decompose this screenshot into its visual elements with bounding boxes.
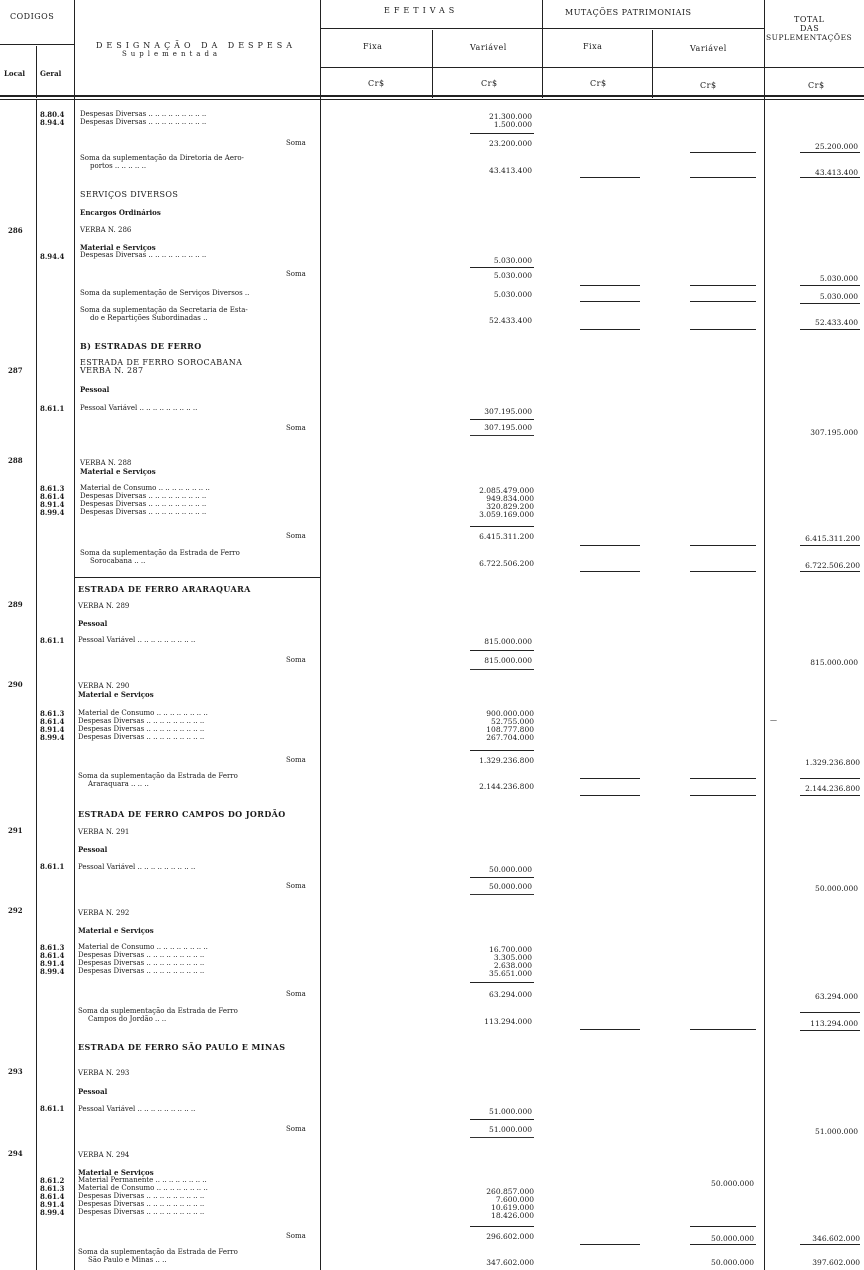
header-geral: Geral [40, 69, 62, 78]
value: 10.619.000 [491, 1203, 534, 1212]
rule [580, 301, 640, 302]
value: 7.600.000 [495, 1195, 534, 1204]
rule [800, 545, 860, 546]
rule [470, 526, 534, 527]
item-desc: Pessoal Variável .. .. .. .. .. .. .. .. .. [78, 636, 196, 644]
rule [0, 99, 864, 100]
code-geral: 8.99.4 [40, 733, 65, 742]
soma-desc: Soma da suplementação da Estrada de Ferro [78, 772, 238, 780]
currency-5: Cr$ [808, 81, 825, 90]
soma-label: Soma [286, 139, 306, 147]
rule [0, 44, 74, 45]
rule [800, 1030, 860, 1031]
rule [690, 329, 756, 330]
value: 43.413.400 [489, 166, 532, 175]
value: 1.500.000 [493, 120, 532, 129]
rule [690, 152, 756, 153]
code-geral: 8.61.2 [40, 1176, 65, 1185]
subsection-title: Encargos Ordinários [80, 208, 161, 217]
rule [764, 0, 765, 1270]
rule [690, 1029, 756, 1030]
item-desc: Despesas Diversas .. .. .. .. .. .. .. .. .. [80, 110, 207, 118]
total-value: 52.433.400 [815, 318, 858, 327]
value: 3.305.000 [493, 953, 532, 962]
rule [470, 435, 534, 436]
code-geral: 8.94.4 [40, 118, 65, 127]
rule [74, 0, 75, 1270]
rule [470, 750, 534, 751]
rule [800, 571, 860, 572]
value: 50.000.000 [489, 865, 532, 874]
rule [800, 152, 860, 153]
rule [470, 133, 534, 134]
header-mutacoes: MUTAÇÕES PATRIMONIAIS [565, 8, 692, 17]
rule [320, 0, 321, 1270]
section-title: ESTRADA DE FERRO ARARAQUARA [78, 584, 251, 594]
subsection-title: Pessoal [78, 619, 108, 628]
currency-4: Cr$ [700, 81, 717, 90]
total-value: 50.000.000 [815, 884, 858, 893]
code-local: 292 [8, 906, 23, 915]
total-value: 397.602.000 [812, 1258, 860, 1267]
soma-label: Soma [286, 756, 306, 764]
code-geral: 8.61.1 [40, 862, 65, 871]
rule [36, 46, 37, 98]
item-desc: Pessoal Variável .. .. .. .. .. .. .. .. .. [80, 404, 198, 412]
rule [580, 285, 640, 286]
item-desc: Despesas Diversas .. .. .. .. .. .. .. .. .. [78, 717, 205, 725]
rule [470, 877, 534, 878]
rule [432, 30, 433, 98]
soma-desc: portos .. .. .. .. .. [90, 162, 147, 170]
value: 18.426.000 [491, 1211, 534, 1220]
rule [580, 1244, 640, 1245]
value: 6.722.506.200 [479, 559, 534, 568]
code-geral: 8.61.1 [40, 636, 65, 645]
verba-title: VERBA N. 288 [80, 459, 132, 467]
item-desc: Despesas Diversas .. .. .. .. .. .. .. .. .. [78, 1200, 205, 1208]
total-value: 43.413.400 [815, 168, 858, 177]
rule [690, 177, 756, 178]
soma-value: 307.195.000 [484, 423, 532, 432]
code-local: 290 [8, 680, 23, 689]
value: 307.195.000 [484, 407, 532, 416]
soma-value: 1.329.236.800 [479, 756, 534, 765]
currency-1: Cr$ [368, 79, 385, 88]
soma-value: 51.000.000 [489, 1125, 532, 1134]
rule [580, 795, 640, 796]
rule [690, 1226, 756, 1227]
rule [580, 571, 640, 572]
value: 815.000.000 [484, 637, 532, 646]
section-title: ESTRADA DE FERRO SÃO PAULO E MINAS [78, 1042, 286, 1052]
rule [470, 267, 534, 268]
rule [690, 285, 756, 286]
soma-value: 296.602.000 [486, 1232, 534, 1241]
section-title: ESTRADA DE FERRO CAMPOS DO JORDÃO [78, 809, 286, 819]
soma-label: Soma [286, 424, 306, 432]
code-local: 289 [8, 600, 23, 609]
item-desc: Despesas Diversas .. .. .. .. .. .. .. .. .. [78, 959, 205, 967]
item-desc: Despesas Diversas .. .. .. .. .. .. .. .. .. [78, 725, 205, 733]
code-local: 294 [8, 1149, 23, 1158]
soma-label: Soma [286, 270, 306, 278]
currency-3: Cr$ [590, 79, 607, 88]
item-desc: Pessoal Variável .. .. .. .. .. .. .. .. .. [78, 863, 196, 871]
header-fixa-mutacoes: Fixa [583, 42, 603, 51]
rule [470, 650, 534, 651]
value: 5.030.000 [493, 290, 532, 299]
rule [320, 67, 864, 68]
verba-title: VERBA N. 294 [78, 1151, 130, 1159]
item-desc: Material Permanente .. .. .. .. .. .. .. .. [78, 1176, 207, 1184]
code-geral: 8.61.3 [40, 1184, 65, 1193]
rule [470, 1226, 534, 1227]
verba-title: VERBA N. 291 [78, 828, 130, 836]
soma-value: 5.030.000 [493, 271, 532, 280]
code-local: 287 [8, 366, 23, 375]
rule [74, 577, 320, 578]
section-title: ESTRADA DE FERRO SOROCABANA [80, 358, 243, 367]
soma-label: Soma [286, 532, 306, 540]
item-desc: Material de Consumo .. .. .. .. .. .. .. .. [78, 943, 208, 951]
value: 21.300.000 [489, 112, 532, 121]
value: 5.030.000 [493, 256, 532, 265]
soma-label: Soma [286, 656, 306, 664]
rule [800, 778, 860, 779]
item-desc: Despesas Diversas .. .. .. .. .. .. .. .. .. [80, 251, 207, 259]
value: 320.829.200 [486, 502, 534, 511]
rule [800, 329, 860, 330]
header-designacao: DESIGNAÇÃO DA DESPESA [96, 41, 297, 50]
verba-title: VERBA N. 290 [78, 682, 130, 690]
soma-desc: Soma da suplementação da Estrada de Ferro [78, 1248, 238, 1256]
rule [800, 285, 860, 286]
subsection-title: Material e Serviços [80, 467, 156, 476]
total-value: 307.195.000 [810, 428, 858, 437]
value: 51.000.000 [489, 1107, 532, 1116]
value: 2.144.236.800 [479, 782, 534, 791]
item-desc: Despesas Diversas .. .. .. .. .. .. .. .. .. [80, 492, 207, 500]
subsection-title: Pessoal [78, 845, 108, 854]
soma-label: Soma [286, 1232, 306, 1240]
rule [470, 982, 534, 983]
verba-title: VERBA N. 292 [78, 909, 130, 917]
rule [652, 30, 653, 98]
value: 900.000.000 [486, 709, 534, 718]
item-desc: Despesas Diversas .. .. .. .. .. .. .. .. .. [78, 1208, 205, 1216]
rule [690, 545, 756, 546]
code-local: 293 [8, 1067, 23, 1076]
section-title: B) ESTRADAS DE FERRO [80, 341, 202, 351]
code-local: 291 [8, 826, 23, 835]
total-value: 113.294.000 [810, 1019, 858, 1028]
total-value: 25.200.000 [815, 142, 858, 151]
rule [580, 177, 640, 178]
rule [470, 1137, 534, 1138]
total-value: 63.294.000 [815, 992, 858, 1001]
soma-desc: Soma da suplementação da Secretaria de Esta- [80, 306, 248, 314]
header-variavel-mutacoes: Variável [690, 44, 727, 53]
item-desc: Despesas Diversas .. .. .. .. .. .. .. .. .. [80, 118, 207, 126]
subsection-title: Material e Serviços [78, 926, 154, 935]
total-value: 6.415.311.200 [805, 534, 860, 543]
verba-title: VERBA N. 289 [78, 602, 130, 610]
rule [690, 1244, 756, 1245]
rule [800, 303, 860, 304]
soma-desc: Araraquara .. .. .. [88, 780, 149, 788]
rule [470, 894, 534, 895]
code-geral: 8.61.4 [40, 492, 65, 501]
currency-2: Cr$ [481, 79, 498, 88]
header-codigos: CODIGOS [10, 12, 55, 21]
soma-value: 63.294.000 [489, 990, 532, 999]
rule [800, 1244, 860, 1245]
value: 267.704.000 [486, 733, 534, 742]
rule [36, 100, 37, 1270]
code-geral: 8.91.4 [40, 1200, 65, 1209]
total-value: 815.000.000 [810, 658, 858, 667]
rule [580, 778, 640, 779]
code-geral: 8.61.1 [40, 1104, 65, 1113]
code-local: 286 [8, 226, 23, 235]
soma-desc: do e Repartições Subordinadas .. [90, 314, 208, 322]
total-value: 51.000.000 [815, 1127, 858, 1136]
rule [542, 0, 543, 98]
code-geral: 8.91.4 [40, 959, 65, 968]
item-desc: Despesas Diversas .. .. .. .. .. .. .. .. .. [78, 951, 205, 959]
item-desc: Despesas Diversas .. .. .. .. .. .. .. .. .. [80, 500, 207, 508]
soma-desc: Sorocabana .. .. [90, 557, 146, 565]
rule [690, 795, 756, 796]
subsection-title: Pessoal [78, 1087, 108, 1096]
code-geral: 8.91.4 [40, 725, 65, 734]
total-value: 5.030.000 [819, 292, 858, 301]
total-value: 5.030.000 [819, 274, 858, 283]
total-value: 346.602.000 [812, 1234, 860, 1243]
code-geral: 8.99.4 [40, 967, 65, 976]
soma-desc: Soma da suplementação da Diretoria de Aero- [80, 154, 244, 162]
rule [580, 545, 640, 546]
item-desc: Despesas Diversas .. .. .. .. .. .. .. .. .. [80, 508, 207, 516]
value: 52.433.400 [489, 316, 532, 325]
rule [580, 329, 640, 330]
soma-desc: Soma da suplementação da Estrada de Ferro [78, 1007, 238, 1015]
header-variavel-efetivas: Variável [470, 43, 507, 52]
section-title: SERVIÇOS DIVERSOS [80, 190, 179, 199]
item-desc: Material de Consumo .. .. .. .. .. .. .. .. [78, 1184, 208, 1192]
code-geral: 8.61.4 [40, 717, 65, 726]
rule [470, 419, 534, 420]
header-das: DAS [800, 24, 820, 33]
verba-title: VERBA N. 287 [80, 366, 144, 375]
item-desc: Despesas Diversas .. .. .. .. .. .. .. .. .. [78, 1192, 205, 1200]
header-efetivas: EFETIVAS [384, 6, 459, 15]
header-suplementacoes: SUPLEMENTAÇÕES [766, 33, 853, 42]
code-geral: 8.61.4 [40, 951, 65, 960]
header-fixa-efetivas: Fixa [363, 42, 383, 51]
total-value: 1.329.236.800 [805, 758, 860, 767]
value: 347.602.000 [486, 1258, 534, 1267]
code-geral: 8.91.4 [40, 500, 65, 509]
code-geral: 8.94.4 [40, 252, 65, 261]
soma-desc: Soma da suplementação da Estrada de Ferro [80, 549, 240, 557]
value: 2.085.479.000 [479, 486, 534, 495]
verba-title: VERBA N. 293 [78, 1069, 130, 1077]
code-geral: 8.61.3 [40, 709, 65, 718]
soma-label: Soma [286, 882, 306, 890]
rule [690, 301, 756, 302]
soma-value: 815.000.000 [484, 656, 532, 665]
rule [470, 1119, 534, 1120]
code-geral: 8.61.4 [40, 1192, 65, 1201]
code-geral: 8.99.4 [40, 1208, 65, 1217]
rule [800, 1012, 860, 1013]
item-desc: Despesas Diversas .. .. .. .. .. .. .. .. .. [78, 733, 205, 741]
mutacao-value: 50.000.000 [711, 1179, 754, 1188]
soma-desc: Campos do Jordão .. .. [88, 1015, 167, 1023]
soma-label: Soma [286, 990, 306, 998]
subsection-title: Material e Serviços [80, 243, 156, 252]
header-local: Local [4, 69, 26, 78]
total-value: 6.722.506.200 [805, 561, 860, 570]
soma-value: 50.000.000 [489, 882, 532, 891]
dash-mark: — [770, 716, 777, 724]
code-geral: 8.99.4 [40, 508, 65, 517]
value: 949.834.000 [486, 494, 534, 503]
value: 16.700.000 [489, 945, 532, 954]
soma-value: 23.200.000 [489, 139, 532, 148]
mutacao-value: 50.000.000 [711, 1258, 754, 1267]
value: 113.294.000 [484, 1017, 532, 1026]
value: 52.755.000 [491, 717, 534, 726]
header-suplementada: Suplementada [122, 50, 222, 58]
code-geral: 8.80.4 [40, 110, 65, 119]
code-local: 288 [8, 456, 23, 465]
rule [800, 177, 860, 178]
code-geral: 8.61.1 [40, 404, 65, 413]
soma-desc: Soma da suplementação de Serviços Diversos .. [80, 289, 250, 297]
soma-value: 6.415.311.200 [479, 532, 534, 541]
mutacao-value: 50.000.000 [711, 1234, 754, 1243]
soma-label: Soma [286, 1125, 306, 1133]
item-desc: Material de Consumo .. .. .. .. .. .. .. .. [78, 709, 208, 717]
verba-title: VERBA N. 286 [80, 226, 132, 234]
subsection-title: Pessoal [80, 385, 110, 394]
subsection-title: Material e Serviços [78, 690, 154, 699]
rule [690, 778, 756, 779]
subsection-title: Material e Serviços [78, 1168, 154, 1177]
code-geral: 8.61.3 [40, 484, 65, 493]
value: 108.777.800 [486, 725, 534, 734]
item-desc: Material de Consumo .. .. .. .. .. .. .. .. [80, 484, 210, 492]
header-total: TOTAL [794, 15, 825, 24]
total-value: 2.144.236.800 [805, 784, 860, 793]
rule [470, 669, 534, 670]
value: 2.638.000 [493, 961, 532, 970]
soma-desc: São Paulo e Minas .. .. [88, 1256, 167, 1264]
value: 3.059.169.000 [479, 510, 534, 519]
rule [800, 795, 860, 796]
value: 35.651.000 [489, 969, 532, 978]
rule [690, 571, 756, 572]
code-geral: 8.61.3 [40, 943, 65, 952]
value: 260.857.000 [486, 1187, 534, 1196]
item-desc: Pessoal Variável .. .. .. .. .. .. .. .. .. [78, 1105, 196, 1113]
rule [580, 1029, 640, 1030]
item-desc: Despesas Diversas .. .. .. .. .. .. .. .. .. [78, 967, 205, 975]
